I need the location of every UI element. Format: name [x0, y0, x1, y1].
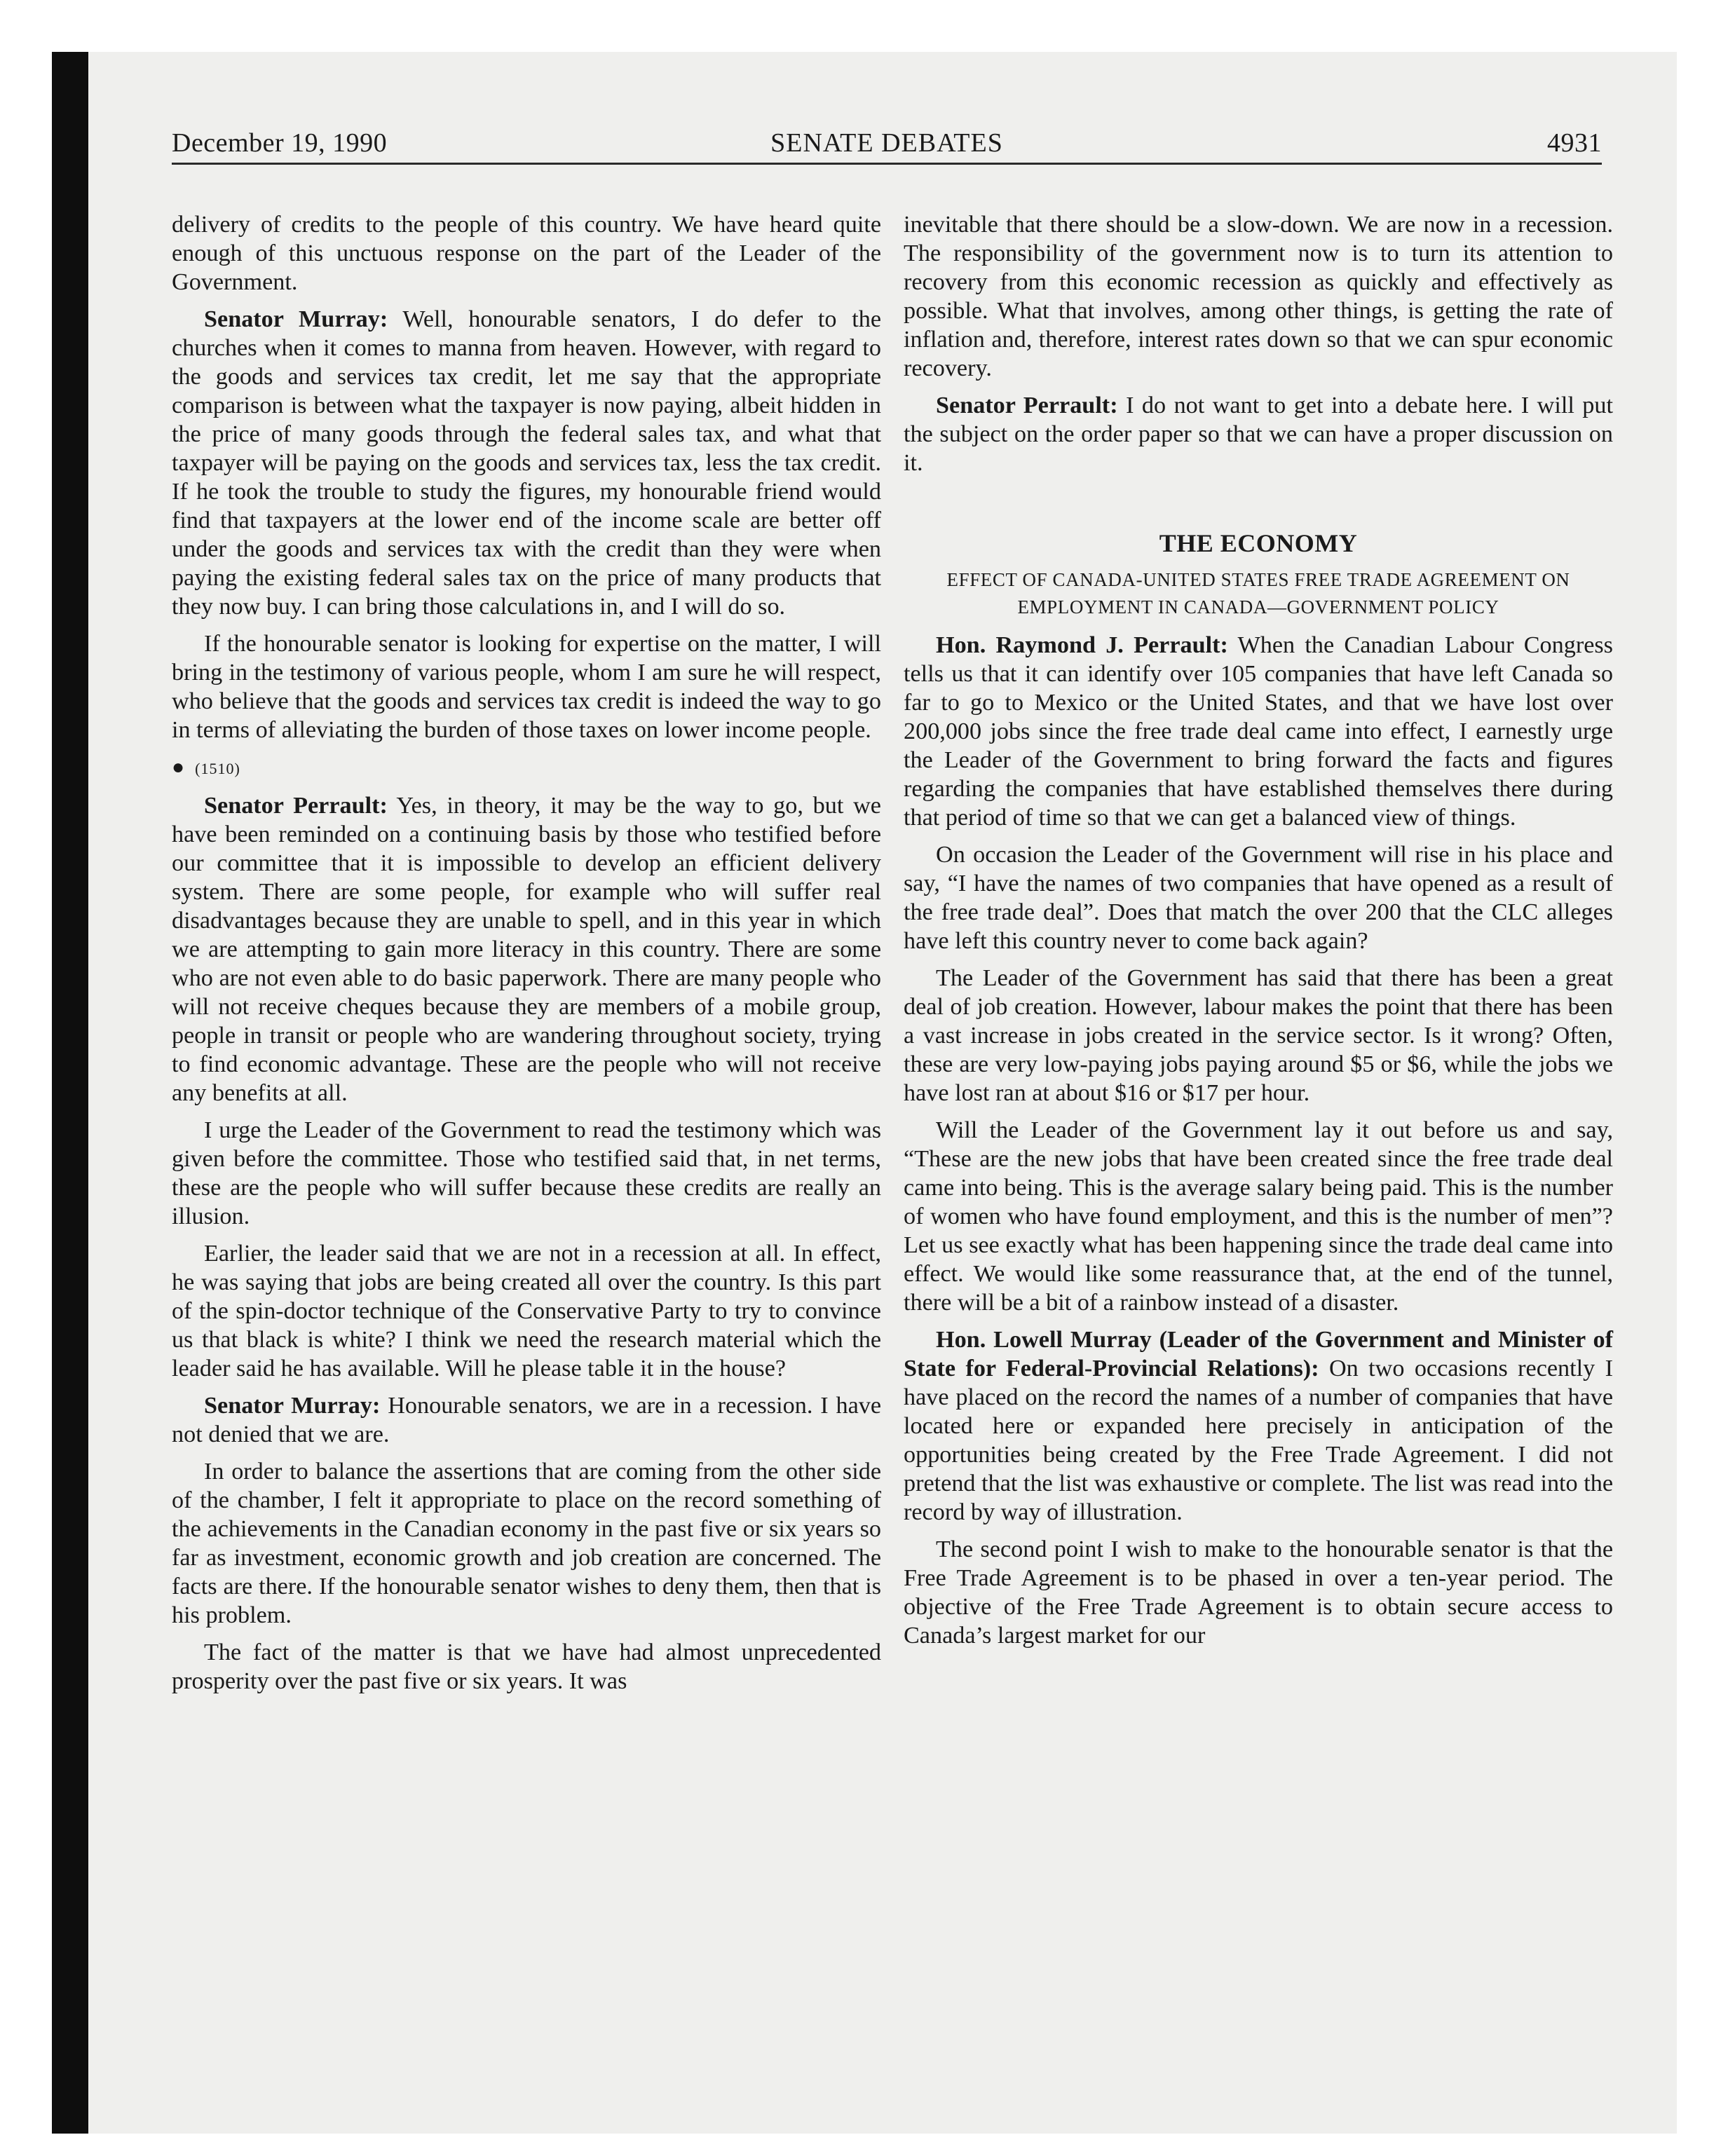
page-header: [172, 126, 1602, 165]
speech-text: I do not want to get into a debate here. I will put the subject on the order paper so that we can have a proper discussion on it.: [904, 393, 1613, 476]
paragraph: inevitable that there should be a slow-down. We are now in a recession. The responsibility of the government now is to turn its attention to recovery from this economic recession as quickly and effectively as possible. What that involves, among other things, is getting the rate of inflation and, therefore, interest rates down so that we can spur economic recovery.: [904, 212, 1613, 381]
bullet-icon: ●: [172, 756, 186, 779]
left-column: [172, 210, 881, 1704]
time-marker: [172, 753, 881, 783]
paragraph: The fact of the matter is that we have had almost unprecedented prosperity over the past five or six years. It was: [172, 1639, 881, 1694]
paragraph: Earlier, the leader said that we are not in a recession at all. In effect, he was saying that jobs are being created all over the country. Is this part of the spin-doctor technique of the Conservative Party to try to convince us that black is white? I think we need the research material which the leader said he has available. Will he please table it in the house?: [172, 1241, 881, 1381]
paragraph: I urge the Leader of the Government to read the testimony which was given before the committee. Those who testified said that, in net terms, these are the people who will suffer because these credits are really an illusion.: [172, 1117, 881, 1229]
speech-text: Well, honourable senators, I do defer to the churches when it comes to manna from heaven. However, with regard to the goods and services tax credit, let me say that the appropriate comparison is between what the taxpayer is now paying, albeit hidden in the price of many goods through the federal sales tax, and what that taxpayer will be paying on the goods and services tax, less the tax credit. If he took the trouble to study the figures, my honourable friend would find that taxpayers at the lower end of the income scale are better off under the goods and services tax with the credit than they were when paying the existing federal sales tax on the price of many products that they now buy. I can bring those calculations in, and I will do so.: [172, 306, 881, 620]
speaker-name: Senator Perrault:: [936, 393, 1118, 418]
header-page-number: 4931: [1547, 128, 1602, 158]
speech-paragraph: [904, 631, 1613, 832]
speaker-name: Senator Murray:: [204, 306, 388, 332]
speech-text: When the Canadian Labour Congress tells us that it can identify over 105 companies that have left Canada so far to go to Mexico or the United States, and that we have lost over 200,000 jobs since the free trade deal came into effect, I earnestly urge the Leader of the Government to bring forward the facts and figures regarding the companies that have established themselves there during that period of time so that we can get a balanced view of things.: [904, 632, 1613, 831]
speaker-name: Senator Perrault:: [204, 793, 388, 819]
paragraph: On occasion the Leader of the Government will rise in his place and say, “I have the names of two companies that have opened as a result of the free trade deal”. Does that match the over 200 that the CLC alleges have left this country never to come back again?: [904, 842, 1613, 954]
paragraph: Will the Leader of the Government lay it out before us and say, “These are the new jobs that have been created since the free trade deal came into being. This is the average salary being paid. This is the number of women who have found employment, and this is the number of men”? Let us see exactly what has been happening since the trade deal came into effect. We would like some reassurance that, at the end of the tunnel, there will be a bit of a rainbow instead of a disaster.: [904, 1117, 1613, 1316]
speech-text: Honourable senators, we are in a recession. I have not denied that we are.: [172, 1393, 882, 1447]
speech-paragraph: [172, 791, 881, 1107]
paragraph: The Leader of the Government has said that there has been a great deal of job creation. However, labour makes the point that there has been a vast increase in jobs created in the service sector. Is it wrong? Often, these are very low-paying jobs paying around $5 or $6, while the jobs we have lost ran at about $16 or $17 per hour.: [904, 965, 1613, 1106]
header-date: December 19, 1990: [172, 128, 388, 158]
time-marker-text: (1510): [195, 760, 240, 777]
section-subheading: EFFECT OF CANADA-UNITED STATES FREE TRADE AGREEMENT ON EMPLOYMENT IN CANADA—GOVERNMENT POLICY: [946, 569, 1570, 618]
speech-paragraph: [904, 1325, 1613, 1527]
header-title: SENATE DEBATES: [770, 128, 1003, 158]
right-column: [904, 210, 1613, 1658]
speech-paragraph: [904, 391, 1613, 477]
speech-paragraph: [172, 305, 881, 621]
speech-text: On two occasions recently I have placed on the record the names of a number of companies that have located here or expanded here precisely in anticipation of the opportunities being created by the Free Trade Agreement. I did not pretend that the list was exhaustive or complete. The list was read into the record by way of illustration.: [904, 1356, 1614, 1525]
paragraph: delivery of credits to the people of this country. We have heard quite enough of this unctuous response on the part of the Leader of the Government.: [172, 212, 881, 295]
speech-text: Yes, in theory, it may be the way to go, but we have been reminded on a continuing basis by those who testified before our committee that it is impossible to develop an efficient delivery system. There are some people, for example who will suffer real disadvantages because they are unable to spell, and in this year in which we are attempting to gain more literacy in this country. There are some who are not even able to do basic paperwork. There are many people who will not receive cheques because they are members of a mobile group, people in transit or people who are wandering throughout society, trying to find economic advantage. These are the people who will not receive any benefits at all.: [172, 793, 881, 1106]
paragraph: The second point I wish to make to the honourable senator is that the Free Trade Agreement is to be phased in over a ten-year period. The objective of the Free Trade Agreement is to obtain secure access to Canada’s largest market for our: [904, 1536, 1613, 1649]
speaker-name: Hon. Lowell Murray (Leader of the Government and Minister of State for Federal-Provincial Relations):: [904, 1327, 1613, 1381]
section-title: THE ECONOMY: [1159, 529, 1358, 557]
speaker-name: Senator Murray:: [204, 1393, 381, 1419]
speech-paragraph: [172, 1391, 881, 1449]
paragraph: If the honourable senator is looking for expertise on the matter, I will bring in the testimony of various people, whom I am sure he will respect, who believe that the goods and services tax credit is indeed the way to go in terms of alleviating the burden of those taxes on lower income people.: [172, 631, 881, 743]
scan-binding-edge: [52, 52, 88, 2134]
speaker-name: Hon. Raymond J. Perrault:: [936, 632, 1228, 658]
paragraph: In order to balance the assertions that are coming from the other side of the chamber, I felt it appropriate to place on the record something of the achievements in the Canadian economy in the past five or six years so far as investment, economic growth and job creation are concerned. The facts are there. If the honourable senator wishes to deny them, then that is his problem.: [172, 1459, 881, 1628]
